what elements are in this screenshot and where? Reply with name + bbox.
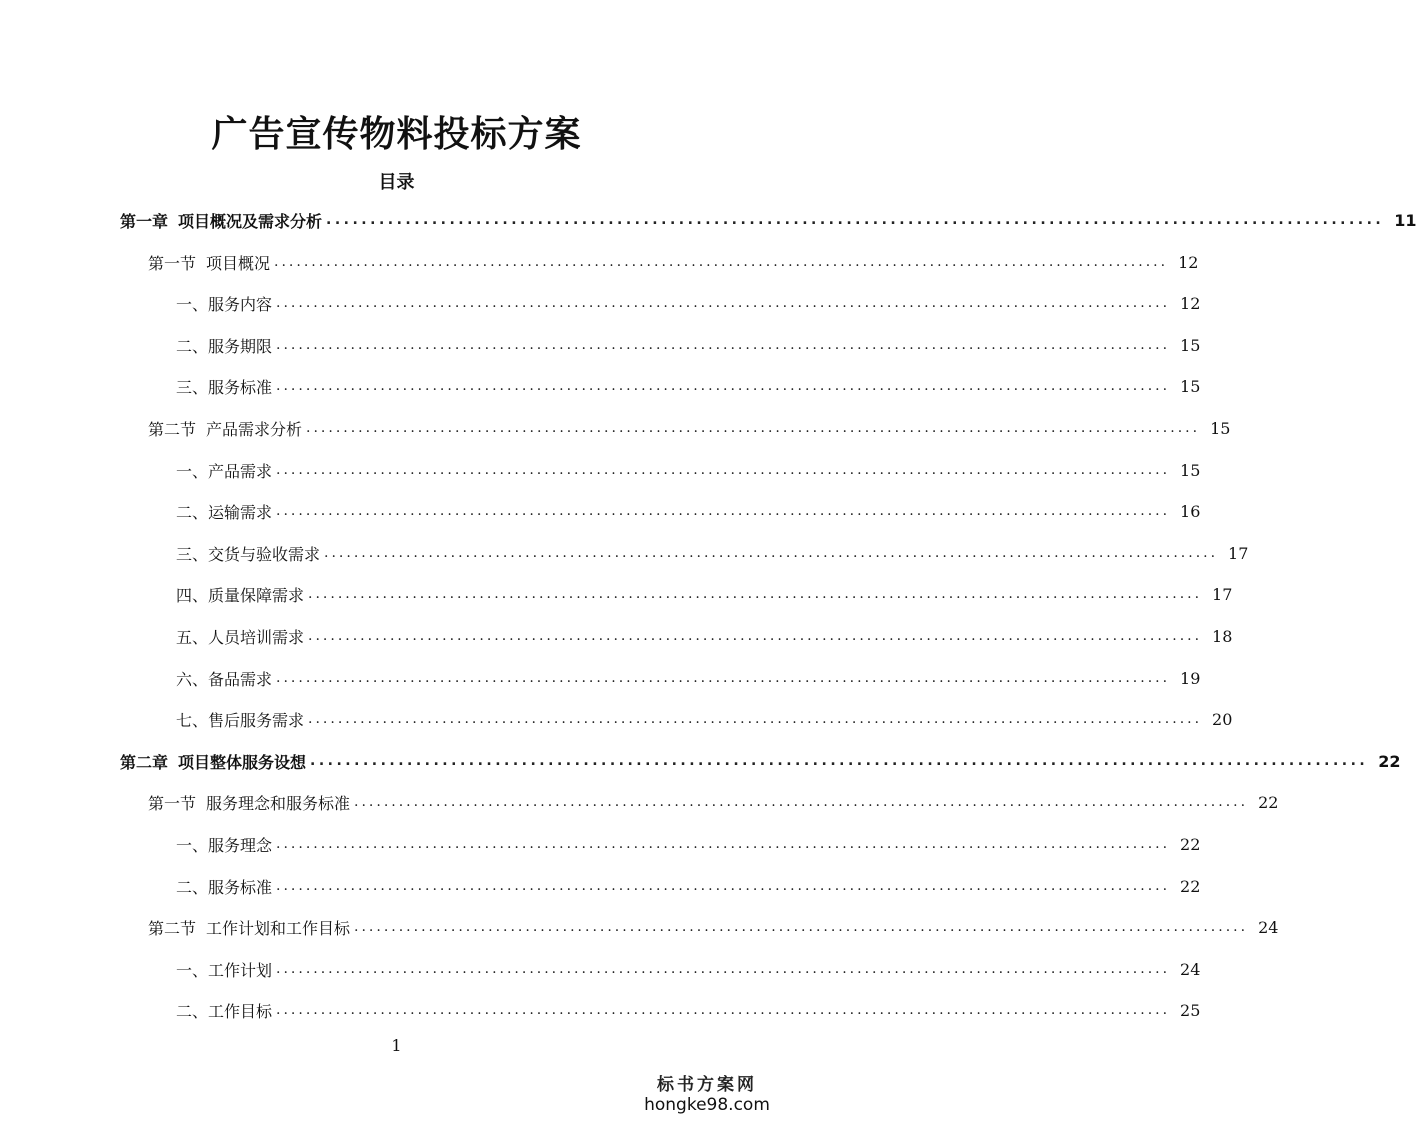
toc-entry-number: 第二节 (148, 419, 197, 439)
toc-entry-page: 22 (1378, 751, 1401, 771)
toc-entry-page: 12 (1178, 252, 1199, 272)
toc-leader-dots: ........................................................................................................................ (276, 462, 1171, 478)
toc-entry-label: 一、服务理念 (176, 835, 273, 855)
toc-entry-label: 四、质量保障需求 (176, 585, 305, 605)
toc-entry-page: 15 (1180, 460, 1201, 480)
toc-entry-number: 第一节 (148, 793, 197, 813)
toc-entry-page: 20 (1212, 709, 1233, 729)
toc-entry[interactable] (148, 249, 1199, 275)
toc-entry-page: 12 (1180, 293, 1201, 313)
watermark-chinese: 标书方案网 (657, 1075, 757, 1095)
toc-entry-page: 17 (1228, 543, 1249, 563)
toc-leader-dots: ........................................................................................................................ (354, 794, 1249, 810)
toc-entry[interactable] (148, 914, 1279, 940)
toc-leader-dots: ........................................................................................................................ (310, 753, 1369, 769)
toc-entry-label: 项目概况 (206, 253, 271, 273)
toc-entry[interactable] (176, 665, 1201, 691)
toc-entry-number: 第一章 (120, 211, 169, 231)
toc-entry[interactable] (176, 706, 1233, 732)
toc-leader-dots: ........................................................................................................................ (276, 878, 1171, 894)
toc-entry-number: 第一节 (148, 253, 197, 273)
document-title: 广告宣传物料投标方案 (211, 114, 582, 155)
toc-leader-dots: ........................................................................................................................ (354, 919, 1249, 935)
toc-entry-label: 二、工作目标 (176, 1001, 273, 1021)
toc-entry-label: 一、服务内容 (176, 294, 273, 314)
toc-entry[interactable] (176, 831, 1201, 857)
toc-entry-page: 17 (1212, 584, 1233, 604)
watermark-domain: hongke98.com (644, 1095, 770, 1115)
toc-entry[interactable] (176, 457, 1201, 483)
toc-entry-page: 18 (1212, 626, 1233, 646)
toc-entry[interactable] (176, 623, 1233, 649)
toc-entry-label: 七、售后服务需求 (176, 710, 305, 730)
toc-leader-dots: ........................................................................................................................ (326, 212, 1385, 228)
toc-entry[interactable] (148, 789, 1279, 815)
toc-leader-dots: ........................................................................................................................ (276, 337, 1171, 353)
toc-leader-dots: ........................................................................................................................ (308, 711, 1203, 727)
toc-entry-page: 15 (1180, 335, 1201, 355)
toc-leader-dots: ........................................................................................................................ (276, 961, 1171, 977)
toc-leader-dots: ........................................................................................................................ (276, 1002, 1171, 1018)
toc-leader-dots: ........................................................................................................................ (276, 670, 1171, 686)
toc-entry-label: 六、备品需求 (176, 669, 273, 689)
toc-entry[interactable] (120, 748, 1401, 774)
toc-leader-dots: ........................................................................................................................ (324, 545, 1219, 561)
toc-leader-dots: ........................................................................................................................ (276, 378, 1171, 394)
toc-entry-label: 工作计划和工作目标 (206, 918, 351, 938)
toc-entry-number: 第二节 (148, 918, 197, 938)
toc-entry[interactable] (176, 997, 1201, 1023)
toc-leader-dots: ........................................................................................................................ (274, 254, 1169, 270)
toc-entry[interactable] (176, 581, 1233, 607)
toc-entry-label: 三、交货与验收需求 (176, 544, 321, 564)
toc-entry[interactable] (176, 290, 1201, 316)
toc-entry-label: 二、服务期限 (176, 336, 273, 356)
toc-entry-label: 五、人员培训需求 (176, 627, 305, 647)
toc-entry-page: 24 (1258, 917, 1279, 937)
toc-entry-page: 22 (1180, 834, 1201, 854)
toc-leader-dots: ........................................................................................................................ (276, 836, 1171, 852)
toc-entry[interactable] (176, 540, 1249, 566)
toc-entry-page: 22 (1258, 792, 1279, 812)
toc-entry-label: 产品需求分析 (206, 419, 303, 439)
toc-entry-label: 项目概况及需求分析 (178, 211, 323, 231)
toc-entry[interactable] (176, 956, 1201, 982)
toc-leader-dots: ........................................................................................................................ (306, 420, 1201, 436)
toc-entry[interactable] (176, 873, 1201, 899)
toc-entry-label: 项目整体服务设想 (178, 752, 307, 772)
toc-entry-label: 三、服务标准 (176, 377, 273, 397)
toc-entry-number: 第二章 (120, 752, 169, 772)
page-number: 1 (391, 1036, 402, 1055)
toc-entry-label: 二、服务标准 (176, 877, 273, 897)
toc-entry-page: 11 (1394, 210, 1417, 230)
toc-entry-label: 一、产品需求 (176, 461, 273, 481)
toc-entry-page: 22 (1180, 876, 1201, 896)
toc-entry-page: 16 (1180, 501, 1201, 521)
toc-entry[interactable] (176, 498, 1201, 524)
toc-entry-page: 24 (1180, 959, 1201, 979)
toc-entry-page: 19 (1180, 668, 1201, 688)
watermark-logo (637, 1070, 777, 1115)
toc-entry-label: 服务理念和服务标准 (206, 793, 351, 813)
toc-entry[interactable] (176, 373, 1201, 399)
toc-entry-page: 25 (1180, 1000, 1201, 1020)
toc-leader-dots: ........................................................................................................................ (308, 628, 1203, 644)
toc-heading: 目录 (378, 172, 415, 193)
toc-entry[interactable] (148, 415, 1231, 441)
toc-entry-label: 二、运输需求 (176, 502, 273, 522)
toc-entry-page: 15 (1180, 376, 1201, 396)
toc-entry[interactable] (176, 332, 1201, 358)
toc-leader-dots: ........................................................................................................................ (276, 503, 1171, 519)
toc-entry-page: 15 (1210, 418, 1231, 438)
toc-leader-dots: ........................................................................................................................ (276, 295, 1171, 311)
toc-leader-dots: ........................................................................................................................ (308, 586, 1203, 602)
toc-entry-label: 一、工作计划 (176, 960, 273, 980)
toc-entry[interactable] (120, 207, 1417, 233)
